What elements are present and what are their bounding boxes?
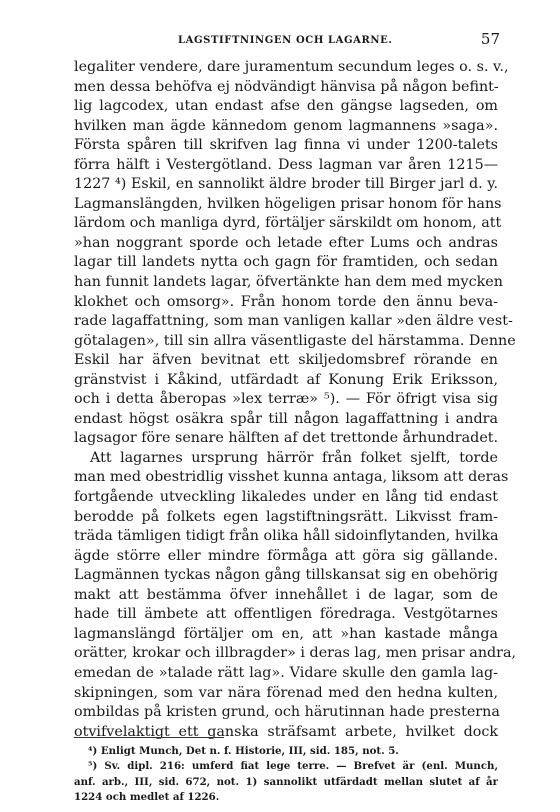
running-title: LAGSTIFTNINGEN OCH LAGARNE. [178,35,393,46]
running-head [74,30,500,50]
body-line: förra hälft i Vestergötland. Dess lagman var åren 1215— [74,156,498,173]
body-line: rade lagaffattning, som man vanligen kallar »den äldre vest- [74,313,513,330]
body-line: han funnit landets lagar, öfvertänkte han dem med mycken [74,274,503,291]
body-line: makt att bestämma öfver innehållet i de lagar, som de [74,586,498,603]
body-line: otvifvelaktigt ett ganska sträfsamt arbete, hvilket dock [74,723,498,740]
body-line: och i detta åberopas »lex terræ» ⁵). — För öfrigt visa sig [74,391,498,408]
body-line: lagmanslängd förtäljer om en, att »han kastade många [74,625,498,642]
footnote-line: ⁵) Sv. dipl. 216: umferd fiat lege terre. — Brefvet är (enl. Munch, [88,760,498,773]
footnote-line: ⁴) Enligt Munch, Det n. f. Historie, III, sid. 185, not. 5. [88,745,399,757]
body-line: lagar till landets nytta och gagn för framtiden, och sedan [74,254,498,271]
body-line: men dessa behöfva ej nödvändigt hänvisa på någon befint- [74,78,499,95]
page-number: 57 [480,30,500,48]
body-line: orätter, krokar och illbragder» i deras lag, men prisar andra, [74,645,517,662]
body-line: fortgående utveckling likaledes under en lång tid endast [74,489,498,506]
body-line: lärdom och manliga dyrd, förtäljer särskildt om honom, att [74,215,502,232]
body-line: 1227 ⁴) Eskil, en sannolikt äldre broder till Birger jarl d. y. [74,176,498,193]
body-line: träda tämligen tidigt från olika håll sidoinflytanden, hvilka [74,528,499,545]
body-line: skipningen, som var nära förenad med den hedna kulten, [74,684,498,701]
body-line: ägde större eller mindre förmåga att göra sig gällande. [74,547,498,564]
body-line: hade till ämbete att offentligen föredraga. Vestgötarnes [74,606,498,623]
footnote-rule [74,737,224,738]
body-line: lig lagcodex, utan endast afse den gängse lagseden, om [74,98,498,115]
footnotes [74,744,498,805]
body-line: man med obestridlig visshet kunna antaga, liksom att deras [74,469,509,486]
body-line: Lagmanslängden, hvilken högeligen prisar honom för hans [74,195,502,212]
body-line: gränstvist i Kåkind, utfärdadt af Konung Erik Eriksson, [74,371,498,388]
footnote-line: 1224 och medlet af 1226. [74,790,220,803]
body-line: legaliter vendere, dare juramentum secundum leges o. s. v., [74,59,509,75]
body-line: Att lagarnes ursprung härrör från folket sjelft, torde [90,449,498,466]
body-line: »han noggrant sporde och letade efter Lums och andras [74,234,498,251]
body-line: klokhet och omsorg». Från honom torde den ännu beva- [74,293,498,310]
body-text [74,58,517,742]
body-line: hvilken man ägde kännedom genom lagmannens »saga». [74,117,498,134]
body-line: endast högst osäkra spår till någon lagaffattning i andra [74,410,498,427]
body-line: lagsagor före senare hälften af det trettonde århundradet. [74,430,499,447]
footnote-line: anf. arb., III, sid. 672, not. 1) sannolikt utfärdadt mellan slutet af år [74,775,498,788]
body-line: Lagmännen tyckas någon gång tillskansat sig en obehörig [74,567,498,584]
body-line: Första spåren till skrifven lag finna vi under 1200-talets [74,137,498,154]
body-line: berodde på folkets egen lagstiftningsrätt. Likvisst fram- [74,508,498,525]
body-line: emedan de »talade rätt lag». Vidare skulle den gamla lag- [74,664,498,681]
body-line: götalagen», till sin allra väsentligaste del härstamma. Denne [74,332,516,349]
body-line: Eskil har äfven bevitnat ett skiljedomsbref rörande en [74,352,498,369]
body-line: ombildas på kristen grund, och härutinnan hade presterna [74,704,500,721]
